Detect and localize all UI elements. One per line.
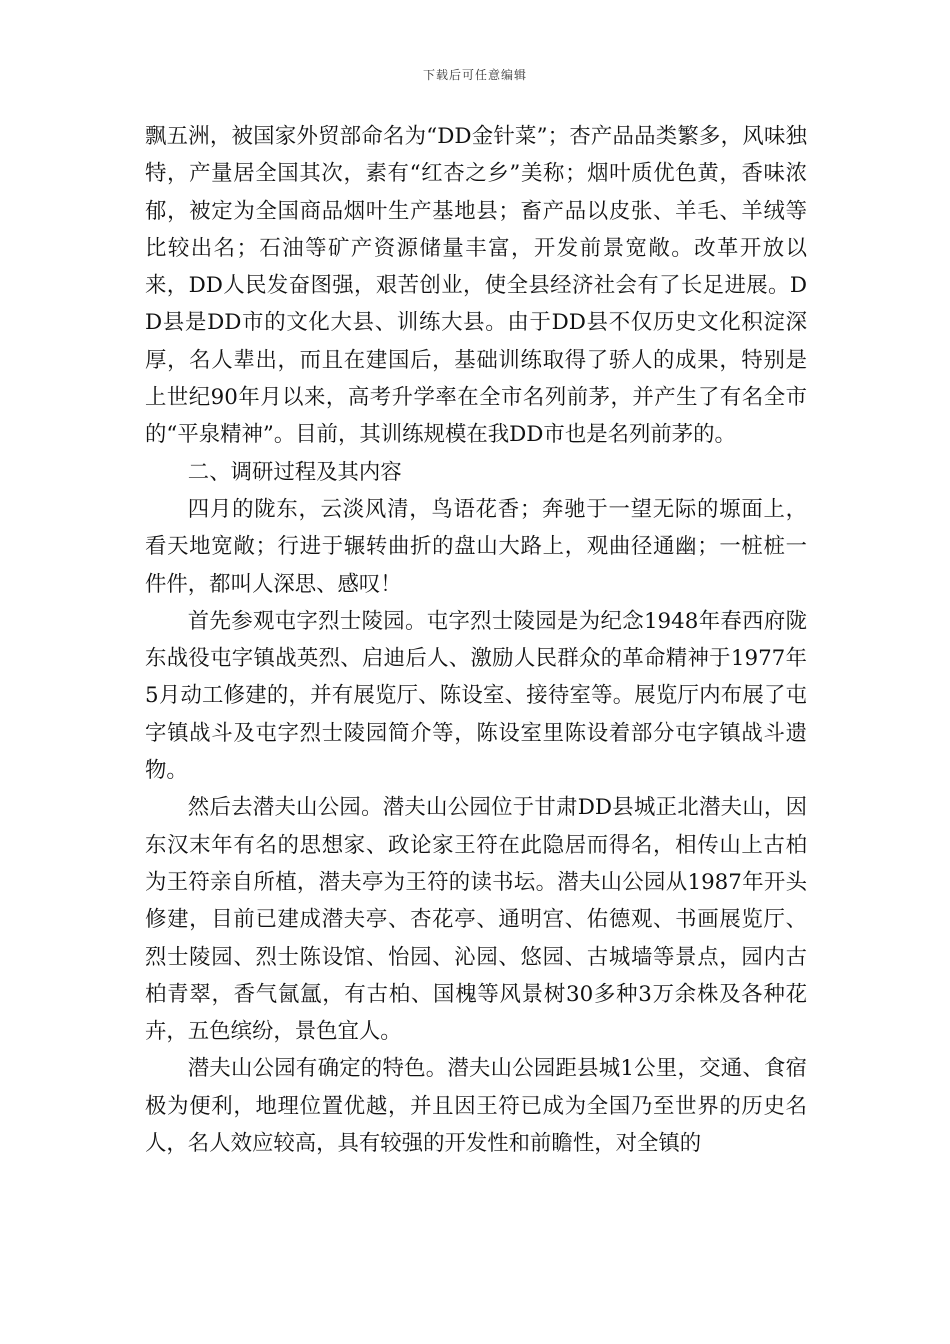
paragraph-park-features: 潜夫山公园有确定的特色。潜夫山公园距县城1公里，交通、食宿极为便利，地理位置优越，并且因王符已成为全国乃至世界的历史名人，名人效应较高，具有较强的开发性和前瞻性，对全镇的	[145, 1056, 807, 1157]
paragraph-intro-continued: 飘五洲，被国家外贸部命名为“DD金针菜”；杏产品品类繁多，风味独特，产量居全国其次，素有“红杏之乡”美称；烟叶质优色黄，香味浓郁，被定为全国商品烟叶生产基地县；畜产品以皮张、羊毛、羊绒等比较出名；石油等矿产资源储量丰富，开发前景宽敞。改革开放以来，DD人民发奋图强，艰苦创业，使全县经济社会有了长足进展。DD县是DD市的文化大县、训练大县。由于DD县不仅历史文化积淀深厚，名人辈出，而且在建国后，基础训练取得了骄人的成果，特别是上世纪90年月以来，高考升学率在全市名列前茅，并产生了有名全市的“平泉精神”。目前，其训练规模在我DD市也是名列前茅的。	[145, 124, 807, 448]
header-note: 下载后可任意编辑	[422, 68, 527, 82]
paragraph-april-scenery: 四月的陇东，云淡风清，鸟语花香；奔驰于一望无际的塬面上，看天地宽敞；行进于辗转曲折的盘山大路上，观曲径通幽；一桩桩一件件，都叫人深思、感叹！	[145, 496, 807, 597]
paragraph-qianfushan-park: 然后去潜夫山公园。潜夫山公园位于甘肃DD县城正北潜夫山，因东汉末年有名的思想家、政论家王符在此隐居而得名，相传山上古柏为王符亲自所植，潜夫亭为王符的读书坛。潜夫山公园从1987年开头修建，目前已建成潜夫亭、杏花亭、通明宫、佑德观、书画展览厅、烈士陵园、烈士陈设馆、怡园、沁园、悠园、古城墙等景点，园内古柏青翠，香气氤氲，有古柏、国槐等风景树30多种3万余株及各种花卉，五色缤纷，景色宜人。	[145, 795, 807, 1045]
section-heading: 二、调研过程及其内容	[187, 459, 402, 485]
document-body	[145, 118, 807, 1162]
paragraph-martyrs-cemetery: 首先参观屯字烈士陵园。屯字烈士陵园是为纪念1948年春西府陇东战役屯字镇战英烈、启迪后人、激励人民群众的革命精神于1977年5月动工修建的，并有展览厅、陈设室、接待室等。展览厅内布展了屯字镇战斗及屯字烈士陵园简介等，陈设室里陈设着部分屯字镇战斗遗物。	[145, 608, 807, 784]
